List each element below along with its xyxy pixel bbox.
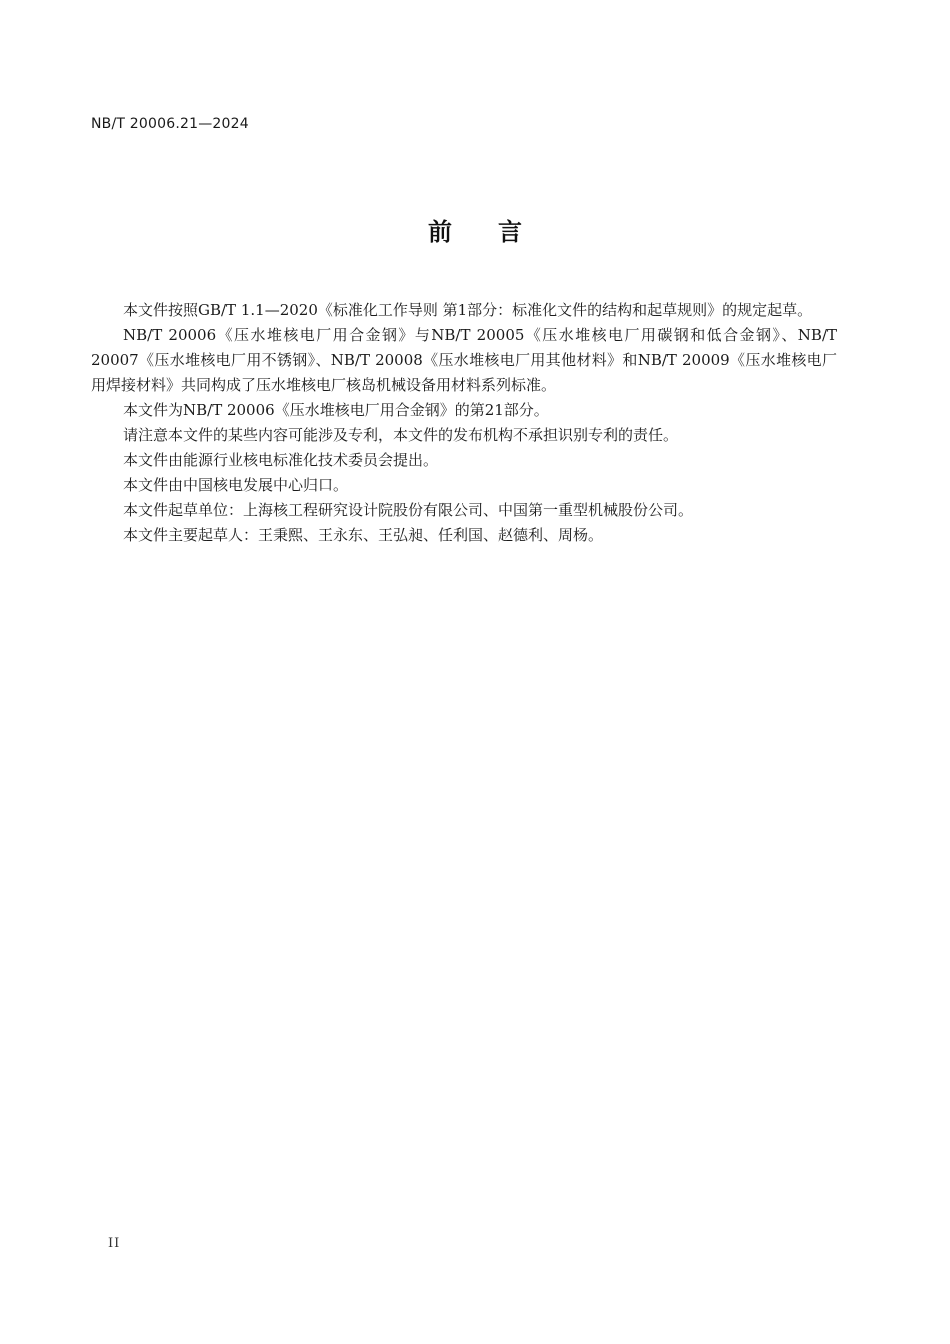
- paragraph-patent-notice: 请注意本文件的某些内容可能涉及专利，本文件的发布机构不承担识别专利的责任。: [123, 426, 679, 444]
- paragraph-managed-by: 本文件由中国核电发展中心归口。: [123, 476, 349, 494]
- paragraph-part-number: 本文件为NB/T 20006《压水堆核电厂用合金钢》的第21部分。: [123, 401, 549, 419]
- standard-code-header: NB/T 20006.21—2024: [91, 116, 249, 132]
- paragraph-proposed-by: 本文件由能源行业核电标准化技术委员会提出。: [123, 451, 439, 469]
- paragraph-drafting-units: 本文件起草单位：上海核工程研究设计院股份有限公司、中国第一重型机械股份公司。: [123, 501, 694, 519]
- paragraph-drafters: 本文件主要起草人：王秉熙、王永东、王弘昶、任利国、赵德利、周杨。: [123, 526, 604, 544]
- page-number: II: [108, 1236, 121, 1251]
- title-char-1: 前: [428, 218, 452, 246]
- paragraph-series-standards: NB/T 20006《压水堆核电厂用合金钢》与NB/T 20005《压水堆核电厂用碳钢和低合金钢》、NB/T 20007《压水堆核电厂用不锈钢》、NB/T 20008《压水堆核电厂用其他材料》和NB/T 20009《压水堆核电厂用焊接材料》共同构成了压水堆核电厂核岛机械设备用材料系列标准。: [91, 326, 837, 394]
- page-title: [0, 212, 950, 247]
- title-char-2: 言: [498, 218, 522, 246]
- paragraph-drafting-rules: 本文件按照GB/T 1.1—2020《标准化工作导则 第1部分：标准化文件的结构和起草规则》的规定起草。: [123, 301, 813, 319]
- foreword-body: [91, 298, 837, 548]
